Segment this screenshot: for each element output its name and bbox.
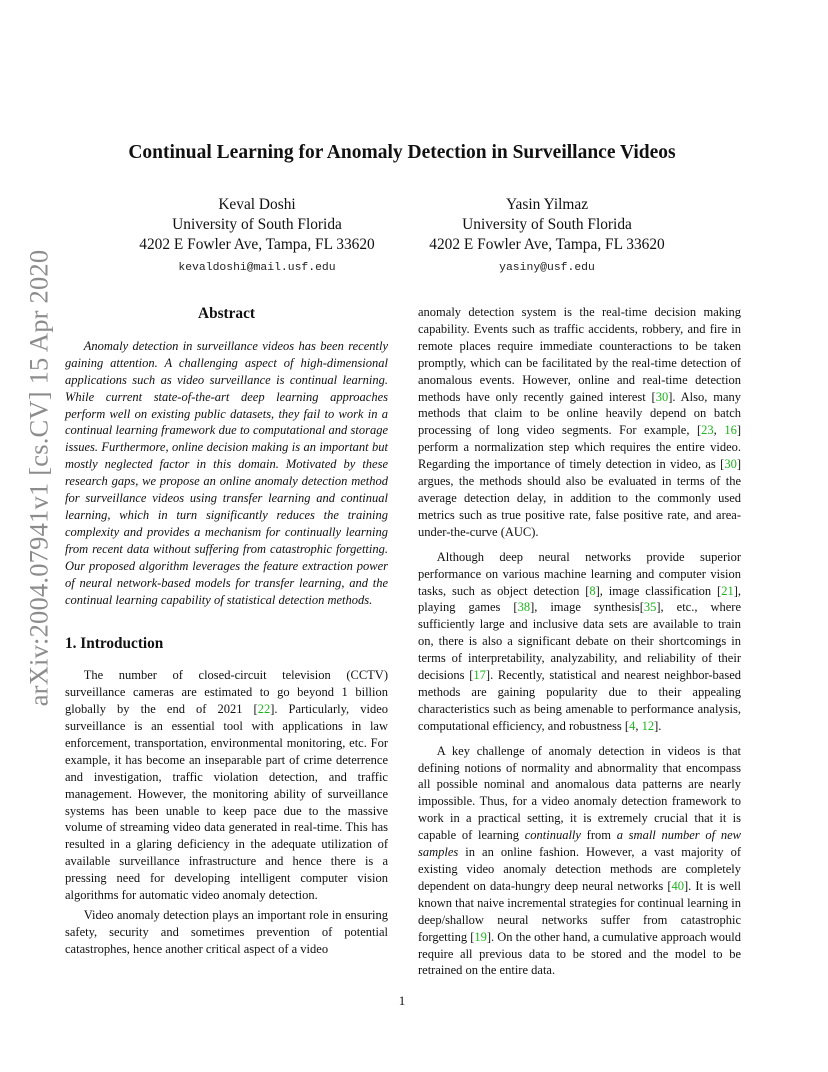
citation-link[interactable]: 35 — [643, 600, 657, 615]
section-heading-introduction: 1. Introduction — [65, 635, 164, 653]
citation-link[interactable]: 38 — [517, 600, 531, 615]
author-email: yasiny@usf.edu — [499, 262, 595, 274]
author-name: Yasin Yilmaz — [505, 196, 589, 213]
intro-paragraph-1: The number of closed-circuit television (CCTV) surveillance cameras are estimated to go beyond 1 billion globally by the end of 2021 [22]. Particularly, video surveillance is an essential tool with applications in law enforcement, transportation, environmental monitoring, etc. For example, it has become an inseparable part of crime deterrence and investigation, traffic violation detection, and traffic management. However, the monitoring ability of surveillance systems has been unable to keep pace due to the massive volume of streaming video data generated in real-time. This has resulted in a glaring deficiency in the adequate utilization of available surveillance infrastructure and hence there is a pressing need for developing intelligent computer vision algorithms for automatic video anomaly detection. — [65, 668, 388, 903]
intro-paragraph-2: Video anomaly detection plays an important role in ensuring safety, security and sometimes prevention of potential catastrophes, hence another critical aspect of a video — [65, 908, 388, 956]
page-number: 1 — [398, 993, 406, 1008]
author-address: 4202 E Fowler Ave, Tampa, FL 33620 — [139, 236, 375, 253]
author-affiliation: University of South Florida — [172, 216, 342, 233]
right-column — [418, 304, 741, 979]
citation-link[interactable]: 19 — [474, 929, 487, 944]
abstract-heading: Abstract — [198, 305, 255, 322]
intro-paragraph-3: anomaly detection system is the real-time decision making capability. Events such as traffic accidents, robbery, and fire in remote places require immediate counteractions to be taken promptly, which can be facilitated by the real-time detection of anomalous events. However, online and real-time detection methods have only recently gained interest [30]. Also, many methods that claim to be online heavily depend on batch processing of long video segments. For example, [23, 16] perform a normalization step which requires the entire video. Regarding the importance of timely detection in video, as [30] argues, the methods should also be evaluated in terms of the average detection delay, in addition to the commonly used metrics such as true positive rate, false positive rate, and area-under-the-curve (AUC). — [418, 305, 741, 539]
citation-link[interactable]: 30 — [655, 389, 669, 404]
author-email: kevaldoshi@mail.usf.edu — [178, 262, 336, 274]
intro-paragraph-5: A key challenge of anomaly detection in videos is that defining notions of normality and abnormality that encompass all possible nominal and anomalous data patterns are nearly impossible. Thus, for a video anomaly detection framework to work in a practical setting, it is extremely crucial that it is capable of learning continually from a small number of new samples in an online fashion. However, a vast majority of existing video anomaly detection methods are completely dependent on data-hungry deep neural networks [40]. It is well known that naive incremental strategies for continual learning in deep/shallow neural networks suffer from catastrophic forgetting [19]. On the other hand, a cumulative approach would require all previous data to be stored and the model to be retrained on the entire data. — [418, 743, 741, 978]
arxiv-identifier: arXiv:2004.07941v1 [cs.CV] 15 Apr 2020 — [23, 249, 54, 707]
citation-link[interactable]: 16 — [724, 423, 737, 438]
citation-link[interactable]: 12 — [641, 718, 655, 733]
author-block-1 — [124, 195, 390, 278]
author-block-2 — [413, 195, 681, 278]
citation-link[interactable]: 30 — [724, 457, 737, 472]
citation-link[interactable]: 4 — [629, 718, 636, 733]
author-name: Keval Doshi — [218, 196, 296, 213]
intro-paragraph-4: Although deep neural networks provide superior performance on various machine learning and computer vision tasks, such as object detection [8], image classification [21], playing games [38], image synthesis[35], etc., where sufficiently large and inclusive data sets are available to train on, there is also a significant debate on their shortcomings in terms of interpretability, analyzability, and reliability of their decisions [17]. Recently, statistical and nearest neighbor-based methods are gaining popularity due to their appealing characteristics such as being amenable to performance analysis, computational efficiency, and robustness [4, 12]. — [418, 549, 741, 733]
citation-link[interactable]: 40 — [671, 878, 684, 893]
abstract-text: Anomaly detection in surveillance videos has been recently gaining attention. A challenging aspect of high-dimensional applications such as video surveillance is continual learning. While current state-of-the-art deep learning approaches perform well on existing public datasets, they fail to work in a continual learning framework due to computational and storage issues. Furthermore, online decision making is an important but mostly neglected factor in this domain. Motivated by these research gaps, we propose an online anomaly detection method for surveillance videos using transfer learning and continual learning, which in turn significantly reduces the training complexity and provides a mechanism for continually learning from recent data without suffering from catastrophic forgetting. Our proposed algorithm leverages the feature extraction power of neural network-based models for transfer learning, and the continual learning capability of statistical detection methods. — [65, 338, 388, 607]
author-address: 4202 E Fowler Ave, Tampa, FL 33620 — [429, 236, 665, 253]
left-column — [65, 306, 388, 958]
citation-link[interactable]: 22 — [257, 702, 271, 717]
citation-link[interactable]: 17 — [473, 668, 486, 683]
citation-link[interactable]: 21 — [721, 583, 734, 598]
citation-link[interactable]: 23 — [701, 423, 714, 438]
author-affiliation: University of South Florida — [462, 216, 632, 233]
paper-title: Continual Learning for Anomaly Detection in Surveillance Videos — [128, 142, 676, 163]
citation-link[interactable]: 8 — [589, 583, 596, 598]
